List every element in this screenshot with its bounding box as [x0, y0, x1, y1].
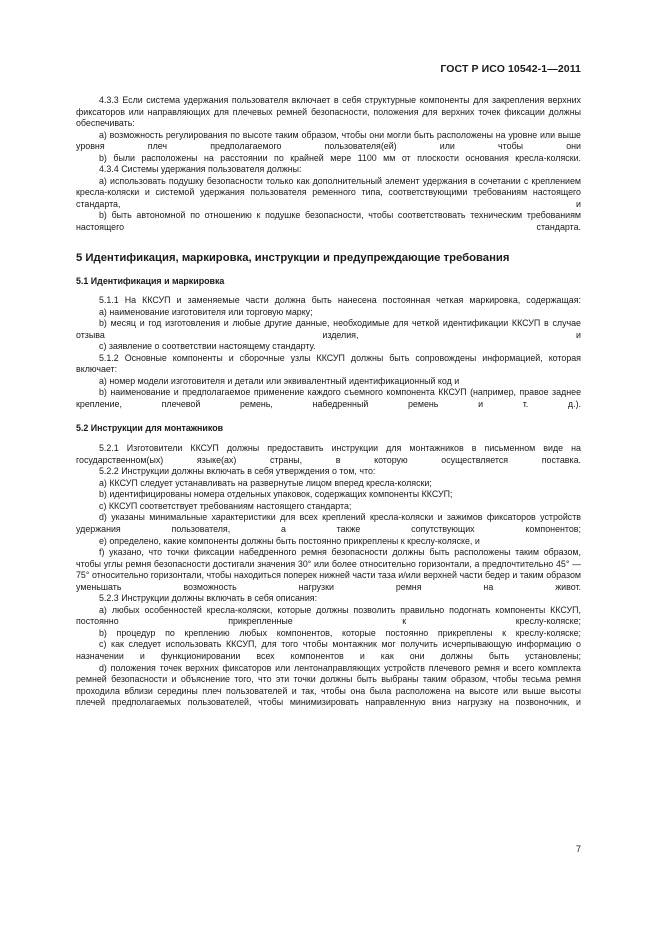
list-item: d) указаны минимальные характеристики для всех креплений кресла-коляски и зажимов фиксаторов устройств удержания пользователя, а также сопутствующих компонентов; [76, 512, 581, 534]
page-number: 7 [575, 844, 581, 854]
paragraph-5-1-1: 5.1.1 На ККСУП и заменяемые части должна быть нанесена постоянная четкая маркировка, содержащая: [99, 295, 581, 306]
subsection-5-1-heading: 5.1 Идентификация и маркировка [76, 275, 225, 286]
paragraph-5-2-2: 5.2.2 Инструкции должны включать в себя утверждения о том, что: [99, 466, 376, 477]
subsection-5-2-heading: 5.2 Инструкции для монтажников [76, 422, 224, 433]
document-code: ГОСТ Р ИСО 10542-1—2011 [440, 63, 581, 75]
list-item: c) ККСУП соответствует требованиям настоящего стандарта; [99, 500, 352, 511]
list-item: c) заявление о соответствии настоящему стандарту. [99, 341, 316, 352]
list-item: a) ККСУП следует устанавливать на развернутые лицом вперед кресла-коляски; [99, 477, 432, 488]
list-item: a) использовать подушку безопасности только как дополнительный элемент удержания в сочетании с креплением кресла-коляски и системой удержания пользователя ременного типа, соответствующими требованиям настоящего стандарта, и [76, 175, 581, 209]
paragraph-4-3-4: 4.3.4 Системы удержания пользователя должны: [99, 164, 302, 175]
list-item: b) месяц и год изготовления и любые другие данные, необходимые для четкой идентификации ККСУП в случае отзыва изделия, и [76, 318, 581, 340]
list-item: a) возможность регулирования по высоте таким образом, чтобы они могли быть расположены на уровне или выше уровня плеч предполагаемого пользователя(ей) или чтобы они [76, 129, 581, 152]
list-item: a) номер модели изготовителя и детали или эквивалентный идентификационный код и [99, 375, 460, 386]
list-item: b) наименование и предполагаемое применение каждого съемного компонента ККСУП (например, правое заднее крепление, плечевой ремень, набедренный ремень и т. д.). [76, 387, 581, 410]
list-item: b) процедур по креплению любых компонентов, которые постоянно прикреплены к креслу-коляске; [99, 627, 581, 638]
paragraph-5-1-2: 5.1.2 Основные компоненты и сборочные узлы ККСУП должны быть сопровождены информацией, которая включает: [76, 352, 581, 375]
list-item: b) идентифицированы номера отдельных упаковок, содержащих компоненты ККСУП; [99, 489, 453, 500]
list-item: b) быть автономной по отношению к подушке безопасности, чтобы соответствовать техническим требованиям настоящего стандарта. [76, 210, 581, 233]
list-item: a) наименование изготовителя или торговую марку; [99, 306, 313, 317]
list-item: c) как следует использовать ККСУП, для того чтобы монтажник мог получить исчерпывающую информацию о назначении и функционировании всех компонентов и как они должны быть установлены; [76, 639, 581, 661]
section-5-heading: 5 Идентификация, маркировка, инструкции и предупреждающие требования [76, 251, 510, 264]
paragraph-4-3-3: 4.3.3 Если система удержания пользователя включает в себя структурные компоненты для закрепления верхних фиксаторов или направляющих для плечевых ремней безопасности, положения для верхних точек фиксации должны обеспечивать: [76, 95, 581, 129]
list-item: d) положения точек верхних фиксаторов или лентонаправляющих устройств плечевого ремня и всего комплекта ремней безопасности и объяснение того, что эти точки должны быть выбраны таким образом, чтобы тесьма ремня проходила вблизи середины плеч пользователей и так, чтобы она была расположена на высоте или выше высоты плечей предполагаемых пользователей, чтобы минимизировать направленную вниз нагрузку на позвоночник, и [76, 662, 581, 708]
list-item: f) указано, что точки фиксации набедренного ремня безопасности должны быть расположены таким образом, чтобы углы ремня безопасности достигали значения 30° или более относительно горизонтали, а предпочтительно 45° — 75° относительно горизонтали, чтобы находиться поперек нижней части таза и/или верхней части бедер и таким образом уменьшать возможность нагрузки ремня на живот. [76, 547, 581, 592]
document-body [76, 95, 581, 709]
paragraph-5-2-1: 5.2.1 Изготовители ККСУП должны предоставить инструкции для монтажников в письменном виде на государственном(ых) языке(ах) страны, в которую осуществляется поставка. [76, 443, 581, 465]
paragraph-5-2-3: 5.2.3 Инструкции должны включать в себя описания: [99, 593, 318, 604]
list-item: e) определено, какие компоненты должны быть постоянно прикреплены к креслу-коляске, и [99, 535, 480, 546]
list-item: a) любых особенностей кресла-коляски, которые должны позволить правильно подогнать компоненты ККСУП, постоянно прикрепленные к креслу-коляске; [76, 604, 581, 627]
list-item: b) были расположены на расстоянии по крайней мере 1100 мм от плоскости основания кресла-коляски. [99, 152, 581, 163]
